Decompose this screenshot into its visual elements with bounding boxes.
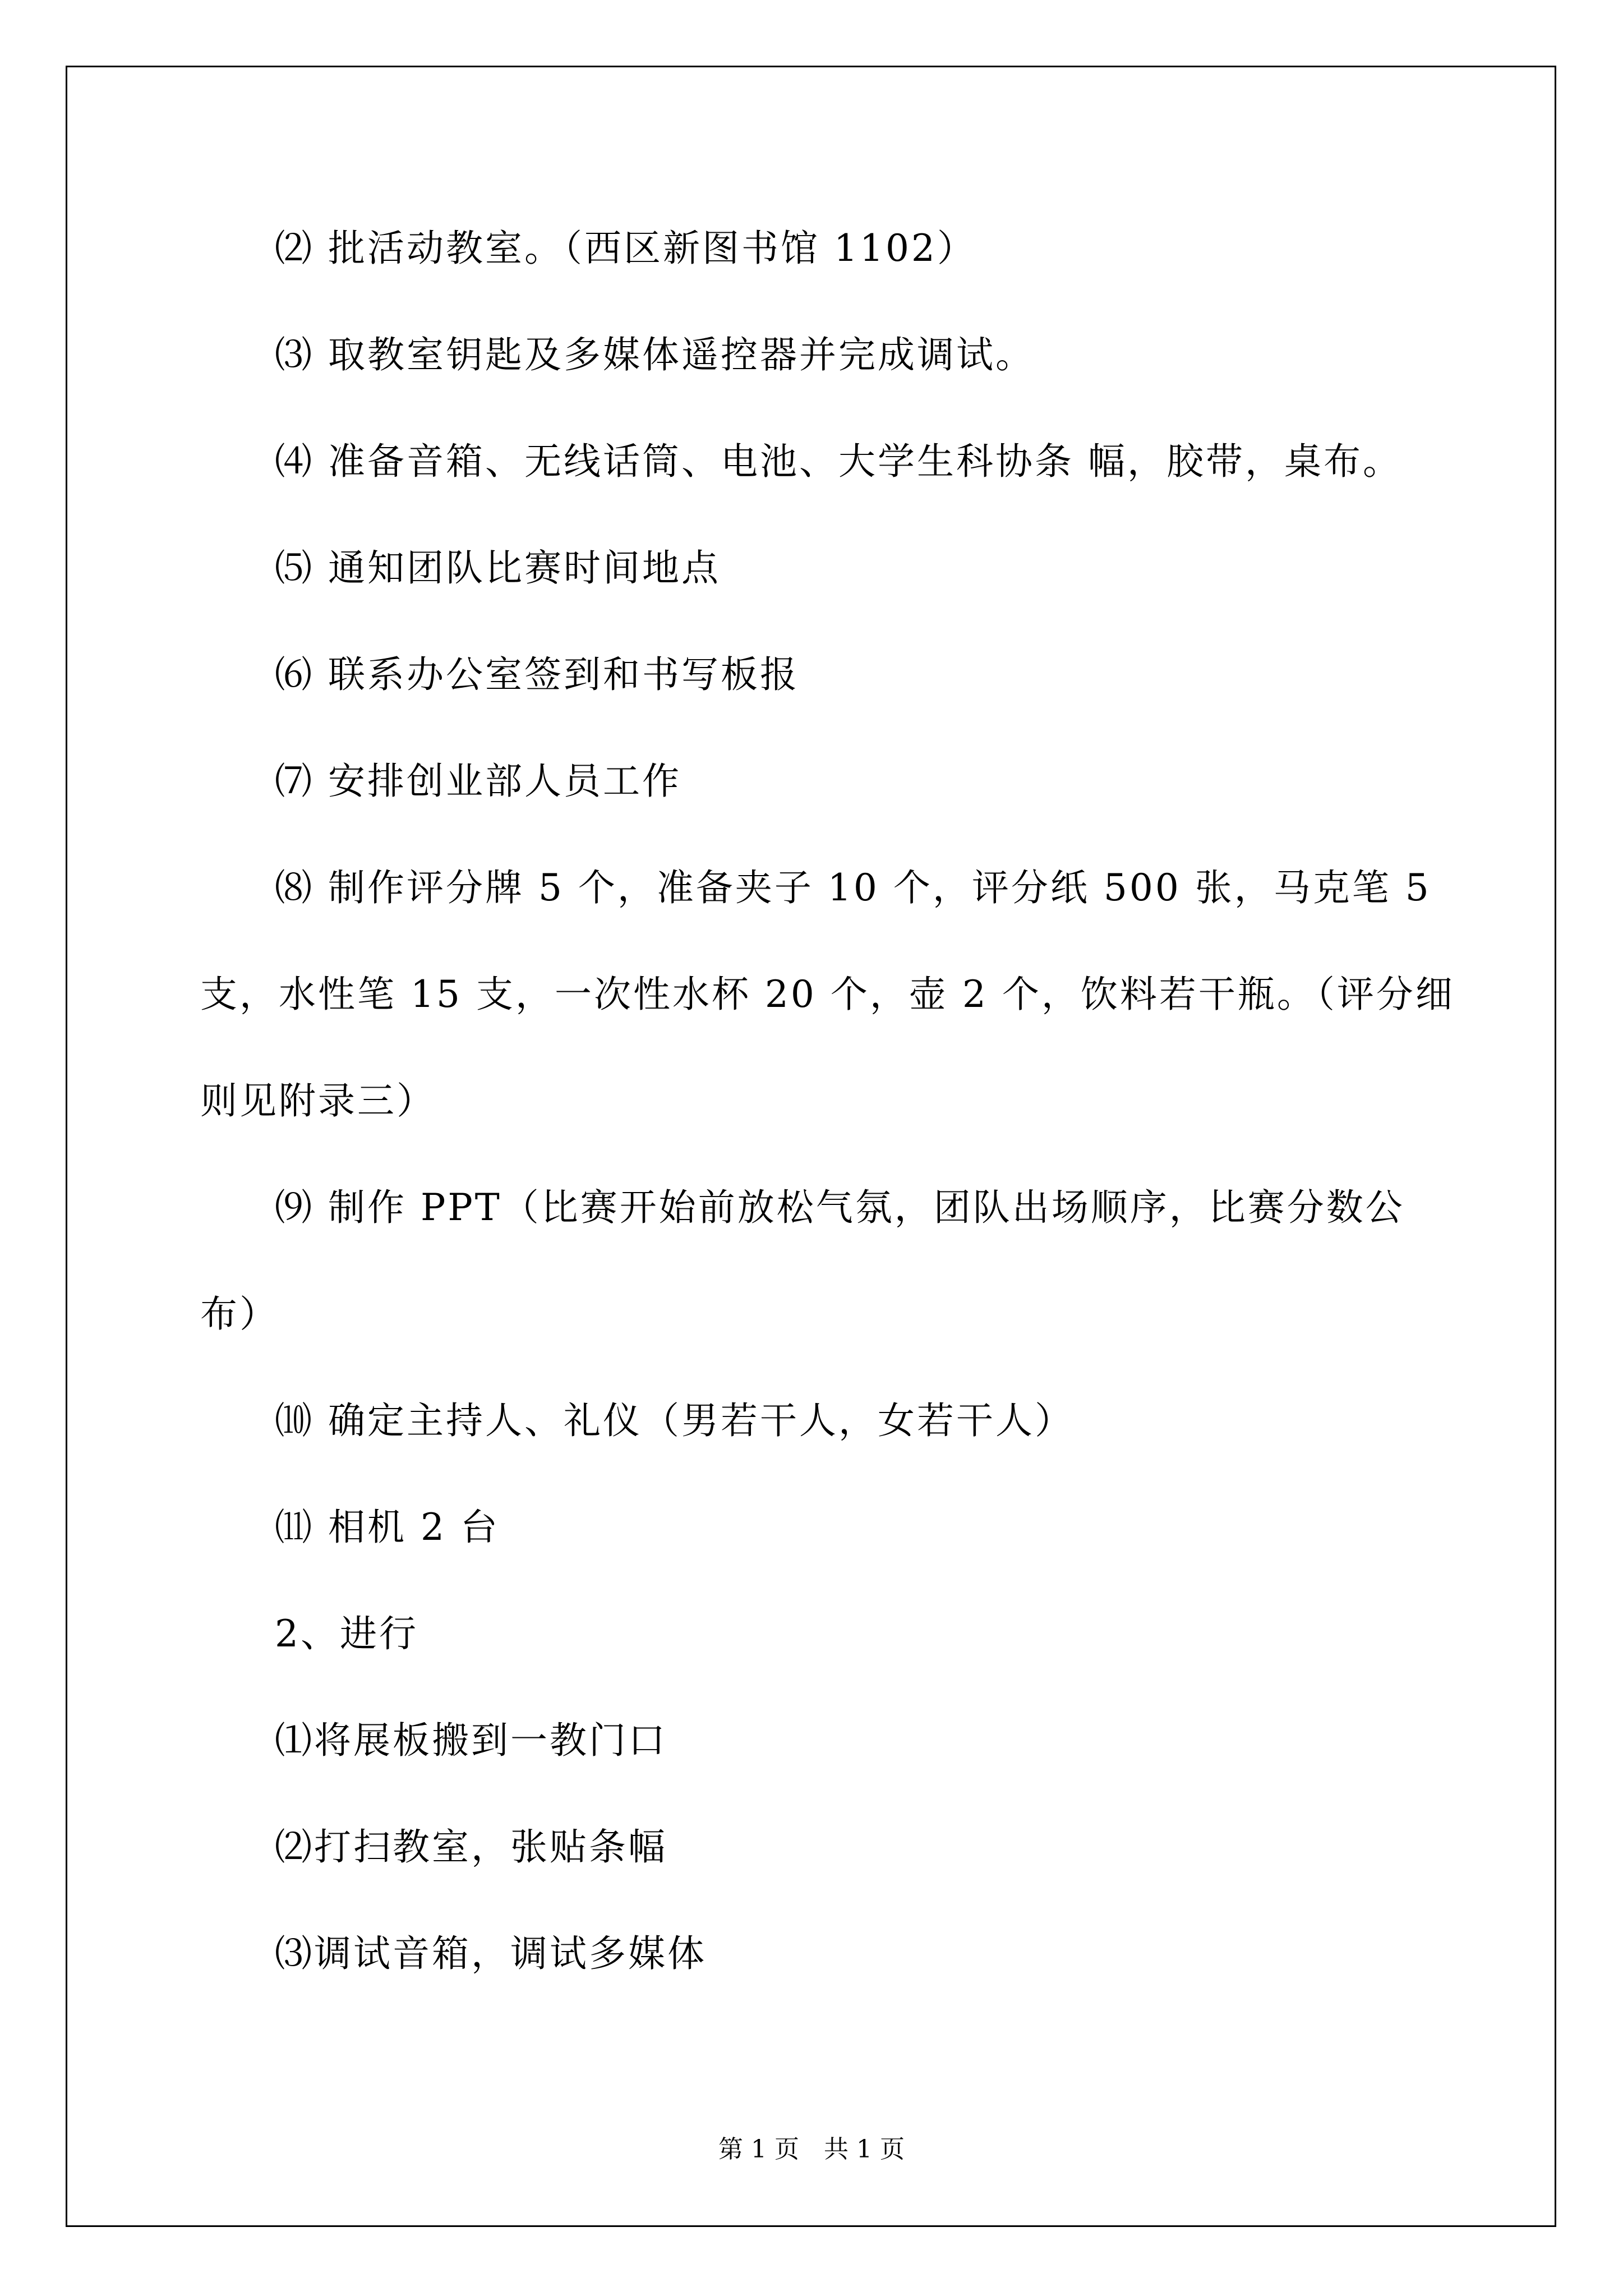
list-item: ⑶ 取教室钥匙及多媒体遥控器并完成调试。 — [275, 333, 1035, 376]
page-footer: 第 1 页 共 1 页 — [718, 2135, 905, 2164]
list-item: ⑻ 制作评分牌 5 个，准备夹子 10 个，评分纸 500 张，马克笔 5 — [275, 866, 1431, 909]
list-item: ⑴将展板搬到一教门口 — [275, 1719, 667, 1762]
list-item: ⑸ 通知团队比赛时间地点 — [275, 546, 721, 590]
page-border — [66, 66, 1556, 2227]
list-item: ⑾ 相机 2 台 — [275, 1506, 500, 1549]
list-item: ⑼ 制作 PPT（比赛开始前放松气氛，团队出场顺序，比赛分数公 — [275, 1186, 1405, 1229]
list-item: ⑶调试音箱，调试多媒体 — [275, 1932, 707, 1975]
list-item: ⑵ 批活动教室。（西区新图书馆 1102） — [275, 227, 976, 270]
list-item: ⑽ 确定主持人、礼仪（男若干人，女若干人） — [275, 1399, 1074, 1442]
list-item: ⑺ 安排创业部人员工作 — [275, 760, 681, 803]
list-item: ⑹ 联系办公室签到和书写板报 — [275, 653, 799, 696]
list-item: ⑷ 准备音箱、无线话筒、电池、大学生科协条 幅，胶带，桌布。 — [275, 440, 1402, 483]
list-item: ⑵打扫教室，张贴条幅 — [275, 1825, 667, 1869]
list-item-continuation: 布） — [200, 1292, 279, 1336]
section-heading: 2、进行 — [275, 1612, 418, 1655]
list-item-continuation: 则见附录三） — [200, 1079, 436, 1122]
list-item-continuation: 支，水性笔 15 支，一次性水杯 20 个，壶 2 个，饮料若干瓶。（评分细 — [200, 973, 1455, 1016]
